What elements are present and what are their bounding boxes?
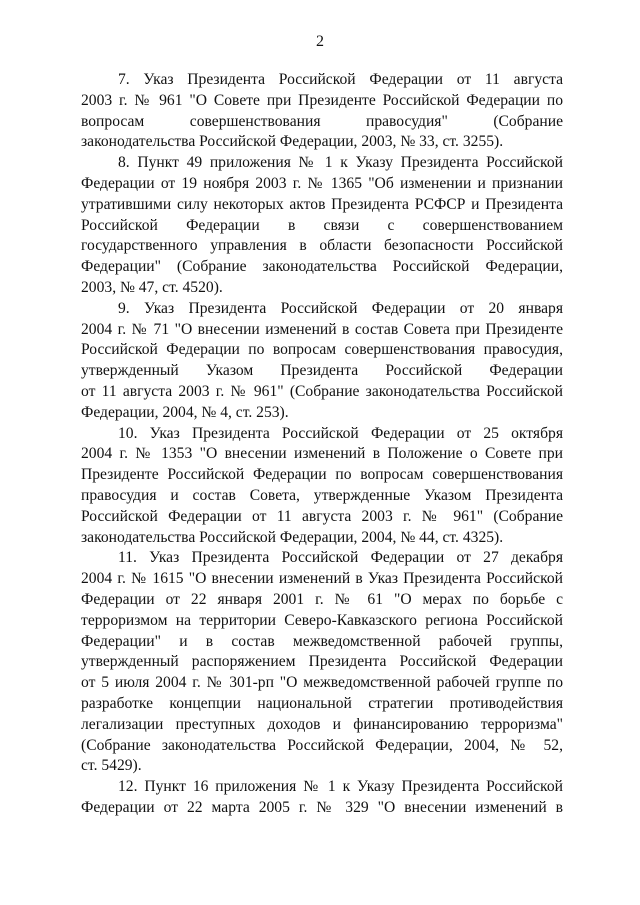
text-line: Федерации, 2004, № 4, ст. 253).	[81, 403, 289, 421]
text-line: Президенте Российской Федерации по вопросам совершенствования	[81, 466, 563, 484]
text-line: утвержденный Указом Президента Российской Федерации	[81, 362, 563, 380]
text-line: законодательства Российской Федерации, 2004, № 44, ст. 4325).	[81, 528, 504, 546]
text-line: Российской Федерации по вопросам совершенствования правосудия,	[81, 341, 563, 359]
text-line: 2004 г. № 1615 "О внесении изменений в Указ Президента Российской	[81, 570, 563, 588]
document-body	[81, 70, 563, 819]
text-line: вопросам совершенствования правосудия" (Собрание	[81, 112, 563, 130]
text-line: 2003, № 47, ст. 4520).	[81, 278, 223, 296]
text-line: от 11 августа 2003 г. № 961" (Собрание законодательства Российской	[81, 382, 563, 400]
text-line: правосудия и состав Совета, утвержденные Указом Президента	[81, 486, 563, 504]
paragraph-item-9	[81, 299, 563, 424]
text-line: 12. Пункт 16 приложения № 1 к Указу Президента Российской	[118, 778, 563, 796]
text-line: (Собрание законодательства Российской Федерации, 2004, № 52,	[81, 736, 563, 754]
text-line: государственного управления в области безопасности Российской	[81, 237, 563, 255]
text-line: 7. Указ Президента Российской Федерации от 11 августа	[118, 71, 563, 88]
text-line: законодательства Российской Федерации, 2003, № 33, ст. 3255).	[81, 133, 504, 151]
text-line: утратившими силу некоторых актов Президента РСФСР и Президента	[81, 195, 563, 213]
text-line: Федерации" и в состав межведомственной рабочей группы,	[81, 632, 563, 650]
text-line: 2004 г. № 1353 "О внесении изменений в Положение о Совете при	[81, 445, 563, 463]
text-line: 8. Пункт 49 приложения № 1 к Указу Президента Российской	[118, 154, 563, 172]
text-line: легализации преступных доходов и финансированию терроризма"	[81, 715, 563, 733]
text-line: 10. Указ Президента Российской Федерации от 25 октября	[118, 424, 563, 442]
text-line: Федерации от 22 января 2001 г. № 61 "О мерах по борьбе с	[81, 590, 563, 608]
paragraph-item-10	[81, 424, 563, 549]
text-line: Российской Федерации в связи с совершенствованием	[81, 216, 563, 234]
text-line: Федерации" (Собрание законодательства Российской Федерации,	[81, 258, 563, 276]
text-line: разработке концепции национальной стратегии противодействия	[81, 694, 563, 712]
paragraph-item-12	[81, 777, 563, 819]
paragraph-item-8	[81, 153, 563, 299]
text-line: терроризмом на территории Северо-Кавказского региона Российской	[81, 611, 563, 629]
text-line: Федерации от 22 марта 2005 г. № 329 "О внесении изменений в	[81, 798, 563, 816]
page-number: 2	[316, 33, 324, 50]
text-line: от 5 июля 2004 г. № 301-рп "О межведомственной рабочей группе по	[81, 674, 563, 692]
text-line: 2004 г. № 71 "О внесении изменений в состав Совета при Президенте	[81, 320, 563, 338]
paragraph-item-7	[81, 70, 563, 153]
text-line: 2003 г. № 961 "О Совете при Президенте Российской Федерации по	[81, 91, 563, 109]
text-line: ст. 5429).	[81, 757, 142, 775]
text-line: 9. Указ Президента Российской Федерации от 20 января	[118, 299, 563, 317]
paragraph-item-11	[81, 548, 563, 777]
text-line: Российской Федерации от 11 августа 2003 г. № 961" (Собрание	[81, 507, 563, 525]
text-line: 11. Указ Президента Российской Федерации от 27 декабря	[118, 549, 563, 567]
text-line: Федерации от 19 ноября 2003 г. № 1365 "Об изменении и признании	[81, 174, 563, 192]
text-line: утвержденный распоряжением Президента Российской Федерации	[81, 653, 563, 671]
